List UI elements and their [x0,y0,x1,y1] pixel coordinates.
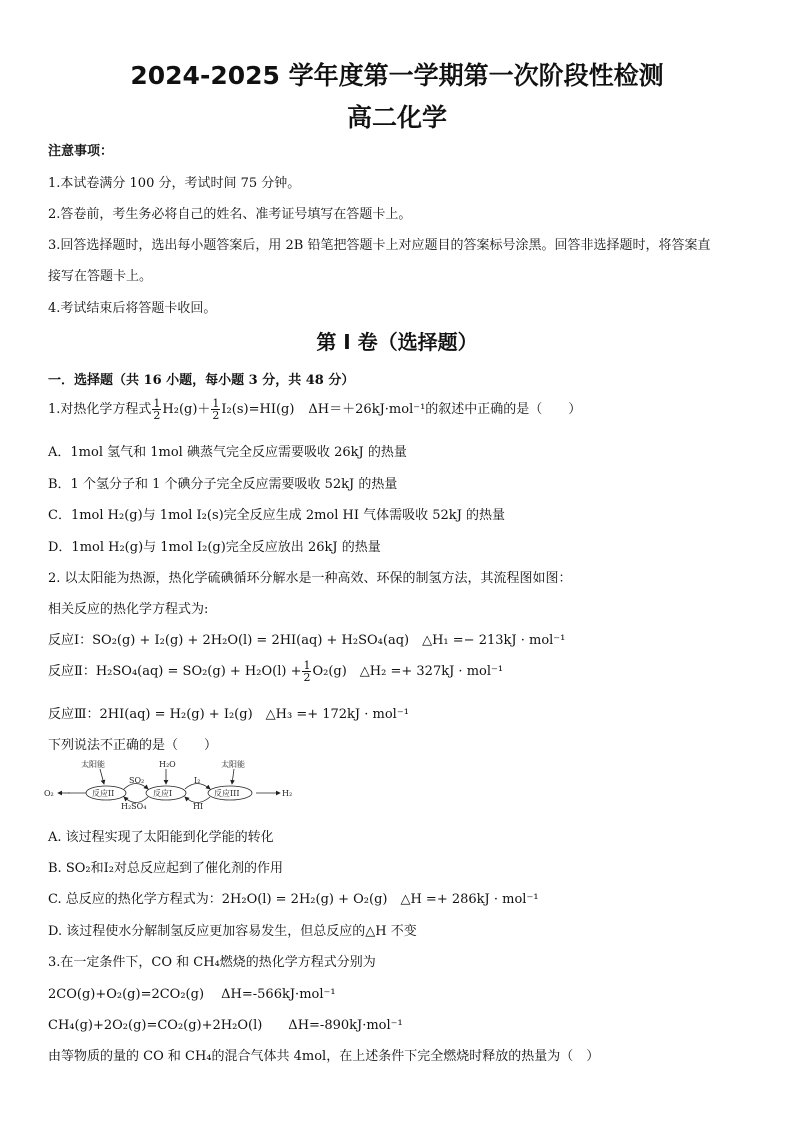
question-3-stem: 3.在一定条件下，CO 和 CH₄燃烧的热化学方程式分别为 [48,955,376,970]
q1-prefix: 1.对热化学方程式 [48,402,152,417]
hi-label: HI [193,802,204,811]
q2-r2-right: O₂(g) △H₂ =+ 327kJ · mol⁻¹ [312,664,504,679]
reaction-iii-label: 反应III [214,789,240,798]
subject-title: 高二化学 [346,103,447,132]
q2-r2-fraction [302,660,311,683]
q2-reaction-1: 反应Ⅰ：SO₂(g) + I₂(g) + 2H₂O(l) = 2HI(aq) + H₂SO₄(aq) △H₁ =− 213kJ · mol⁻¹ [48,633,566,648]
q1-i2: I₂(s)=HI(g) [221,402,295,417]
q1-suffix: 的叙述中正确的是（ ） [425,402,582,417]
q1-option-b: B．1 个氢分子和 1 个碘分子完全反应需要吸收 52kJ 的热量 [48,477,398,492]
q2-reaction-2 [48,660,503,683]
q2-r2-left: 反应Ⅱ：H₂SO₄(aq) = SO₂(g) + H₂O(l) + [48,664,302,679]
solar-label-1: 太阳能 [81,760,105,769]
i2-label: I₂ [194,776,201,785]
q1-fraction [211,398,220,421]
q1-option-a: A．1mol 氢气和 1mol 碘蒸气完全反应需要吸收 26kJ 的热量 [48,445,407,460]
q3-equation-2: CH₄(g)+2O₂(g)=CO₂(g)+2H₂O(l) ΔH=-890kJ·mol⁻¹ [48,1018,403,1033]
notice-item: 接写在答题卡上。 [48,269,153,284]
notice-item: 2.答卷前，考生务必将自己的姓名、准考证号填写在答题卡上。 [48,207,412,222]
q1-fraction-den: 2 [153,409,161,422]
q2-option-a: A. 该过程实现了太阳能到化学能的转化 [48,830,274,845]
notice-item: 3.回答选择题时，选出每小题答案后，用 2B 铅笔把答题卡上对应题目的答案标号涂黑。回答非选择题时，将答案直 [48,238,711,253]
q3-question: 由等物质的量的 CO 和 CH₄的混合气体共 4mol，在上述条件下完全燃烧时释放的热量为（ ） [48,1049,600,1064]
o2-label: O₂ [44,789,54,798]
q1-h2: H₂(g)＋ [162,402,211,417]
notice-item: 1.本试卷满分 100 分，考试时间 75 分钟。 [48,176,301,191]
solar-label-2: 太阳能 [221,760,245,769]
part-heading: 一．选择题（共 16 小题，每小题 3 分，共 48 分） [48,373,355,388]
solar-arrow-1 [100,769,104,784]
q2-intro: 相关反应的热化学方程式为: [48,602,209,617]
q1-fraction [152,398,161,421]
q1-fraction-num: 1 [153,397,161,410]
q1-option-c: C．1mol H₂(g)与 1mol I₂(s)完全反应生成 2mol HI 气体需吸收 52kJ 的热量 [48,508,506,523]
reaction-ii-label: 反应II [92,789,115,798]
section-title: 第 I 卷（选择题） [316,330,478,354]
q2-reaction-3: 反应Ⅲ：2HI(aq) = H₂(g) + I₂(g) △H₃ =+ 172kJ · mol⁻¹ [48,707,409,722]
exam-title: 2024-2025 学年度第一学期第一次阶段性检测 [130,61,664,90]
h2so4-label: H₂SO₄ [121,802,147,811]
q1-fraction-den: 2 [212,409,220,422]
q2-option-c: C. 总反应的热化学方程式为：2H₂O(l) = 2H₂(g) + O₂(g) △H =+ 286kJ · mol⁻¹ [48,892,539,907]
q2-option-b: B. SO₂和I₂对总反应起到了催化剂的作用 [48,861,283,876]
q2-question: 下列说法不正确的是（ ） [48,738,218,753]
reaction-i-label: 反应I [153,789,173,798]
question-1-stem [48,398,581,421]
water-label: H₂O [159,760,176,769]
q1-fraction-num: 1 [212,397,220,410]
question-2-stem: 2. 以太阳能为热源，热化学硫碘循环分解水是一种高效、环保的制氢方法，其流程图如图： [48,571,572,586]
q1-option-d: D．1mol H₂(g)与 1mol I₂(g)完全反应放出 26kJ 的热量 [48,540,381,555]
q2-frac-den: 2 [303,671,311,684]
q2-frac-num: 1 [303,659,311,672]
so2-label: SO₂ [129,776,145,785]
h2-label: H₂ [282,789,293,798]
solar-arrow-2 [232,769,234,784]
notice-item: 4.考试结束后将答题卡收回。 [48,301,217,316]
flow-diagram [44,758,293,811]
notice-heading: 注意事项： [48,144,114,159]
q3-equation-1: 2CO(g)+O₂(g)=2CO₂(g) ΔH=-566kJ·mol⁻¹ [48,987,336,1002]
q2-option-d: D. 该过程使水分解制氢反应更加容易发生，但总反应的△H 不变 [48,924,417,939]
q1-dh: ΔH＝＋26kJ·mol⁻¹ [308,402,426,417]
